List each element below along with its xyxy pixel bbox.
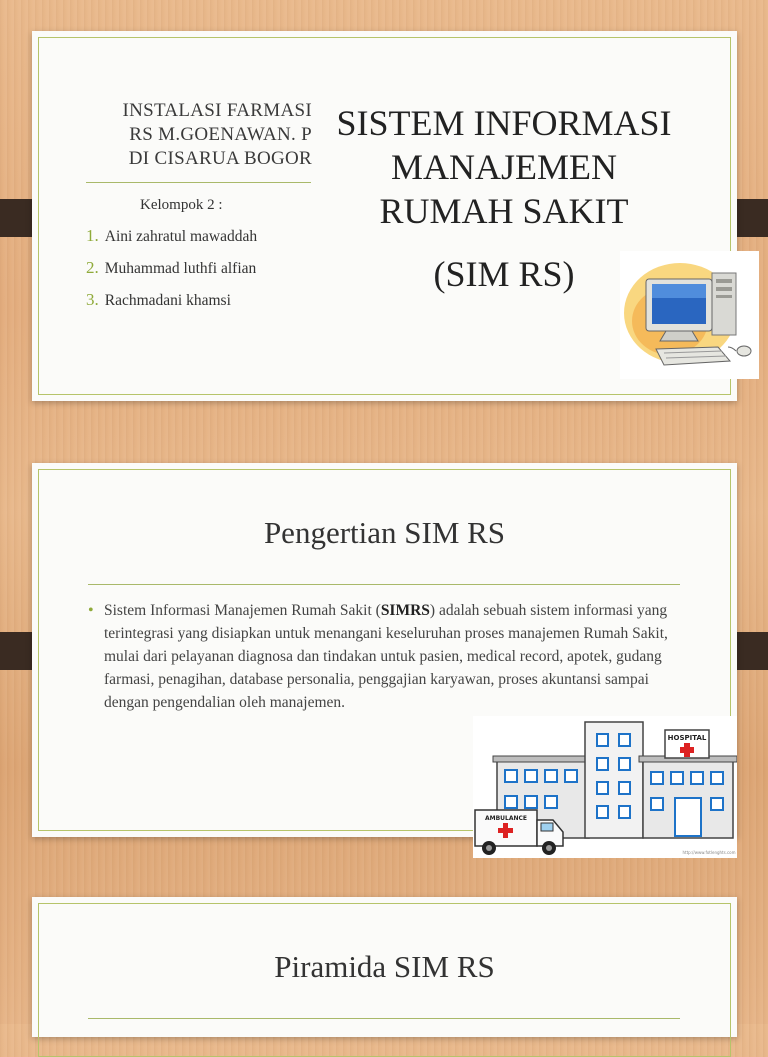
slide-title: Pengertian SIM RS — [263, 515, 506, 550]
list-number: 3. — [86, 290, 99, 309]
ambulance-sign: AMBULANCE — [484, 815, 528, 822]
divider — [86, 182, 311, 183]
list-number: 2. — [86, 258, 99, 277]
institution-name — [90, 99, 312, 171]
member-name: Rachmadani khamsi — [104, 292, 231, 309]
divider — [88, 1018, 680, 1019]
list-item — [86, 289, 257, 321]
definition-text — [104, 599, 668, 714]
slide-1[interactable] — [32, 31, 737, 401]
list-number: 1. — [86, 226, 99, 245]
slide-subtitle: (SIM RS) — [433, 254, 575, 294]
member-name: Muhammad luthfi alfian — [104, 260, 257, 277]
computer-illustration — [620, 251, 759, 379]
slide-title: Piramida SIM RS — [274, 949, 495, 984]
divider — [88, 584, 680, 585]
institution-line: RS M.GOENAWAN. P — [129, 124, 312, 145]
title-line: MANAJEMEN — [390, 147, 617, 187]
institution-line: INSTALASI FARMASI — [122, 100, 312, 121]
list-item — [86, 257, 257, 289]
member-list — [86, 225, 257, 321]
hospital-icon — [473, 716, 737, 858]
slide-body — [88, 599, 668, 714]
image-credit: http://www.fotlenghts.com — [682, 850, 736, 855]
institution-line: DI CISARUA BOGOR — [128, 148, 312, 169]
group-label: Kelompok 2 : — [140, 197, 223, 213]
member-name: Aini zahratul mawaddah — [104, 228, 258, 245]
text-segment: Sistem Informasi Manajemen Rumah Sakit ( — [104, 602, 381, 619]
slide-title — [314, 101, 694, 233]
list-item — [86, 225, 257, 257]
hospital-illustration — [473, 716, 737, 858]
bullet-icon: • — [88, 602, 94, 619]
hospital-sign: HOSPITAL — [667, 734, 707, 742]
slide-2[interactable] — [32, 463, 737, 855]
text-segment: ) adalah sebuah sistem informasi yang terintegrasi yang disiapkan untuk menangani keseluruhan proses manajemen Rumah Sakit, mulai dari pelayanan diagnosa dan tindakan untuk pasien, medical record, apotek, gudang farmasi, penagihan, database personalia, penggajian karyawan, proses akuntansi sampai dengan pengendalian oleh manajemen. — [104, 602, 668, 711]
text-bold: SIMRS — [380, 602, 430, 619]
computer-icon — [620, 251, 759, 379]
title-line: RUMAH SAKIT — [379, 191, 629, 231]
slide-3[interactable] — [32, 897, 737, 1037]
title-line: SISTEM INFORMASI — [336, 103, 672, 143]
